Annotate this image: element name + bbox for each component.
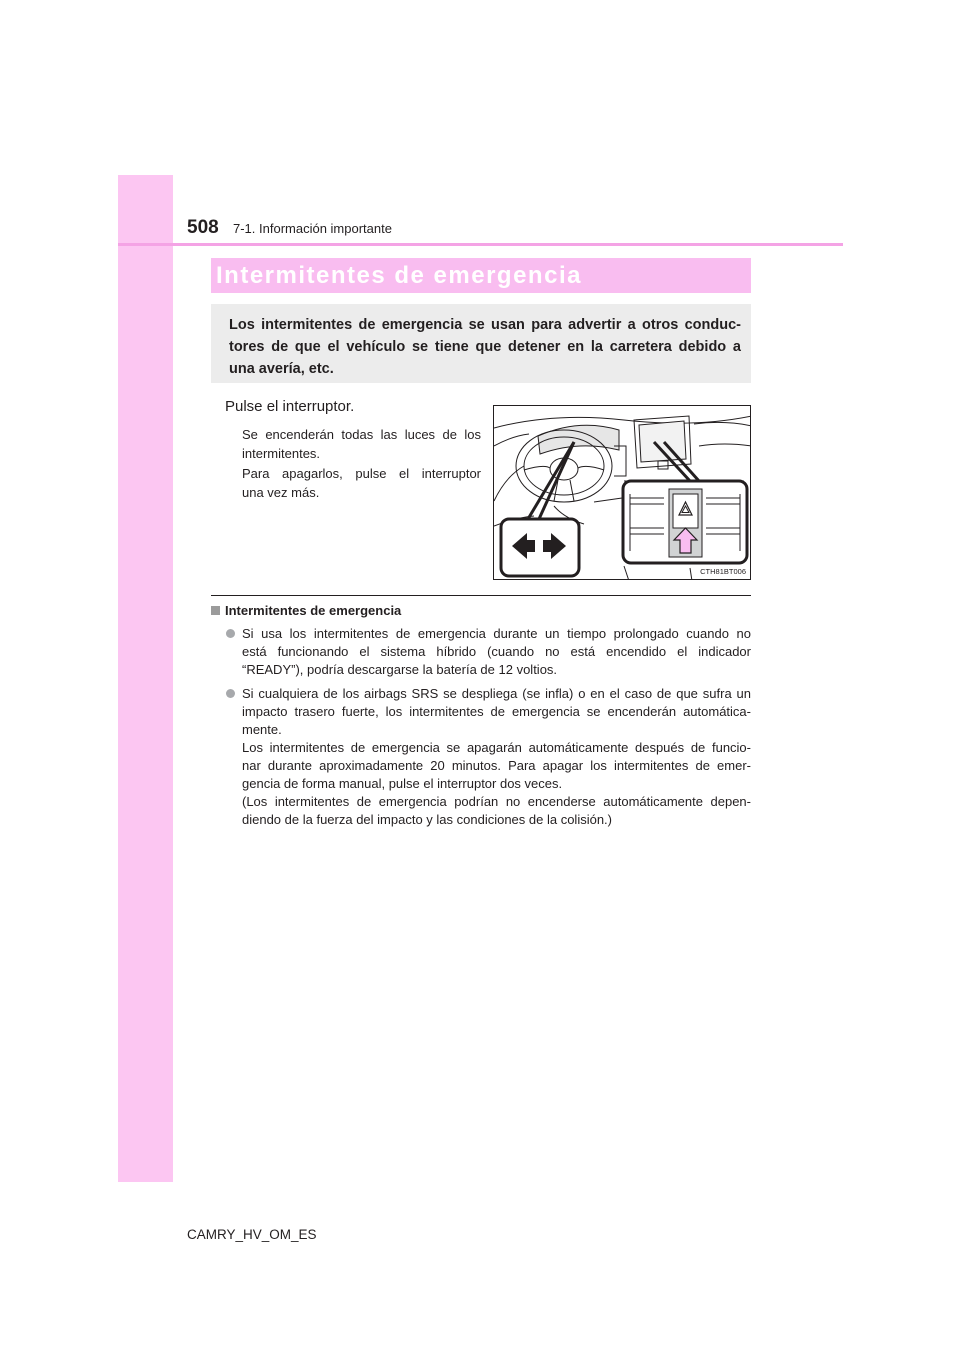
section-label: 7-1. Información importante <box>233 221 392 236</box>
step-instruction: Pulse el interruptor. <box>225 398 355 415</box>
dashboard-illustration <box>494 406 751 580</box>
section-separator <box>211 595 751 596</box>
bullet-line: nar durante aproximadamente 20 minutos. Para apagar los intermitentes de emer- <box>242 758 751 773</box>
bullet-line: “READY”), podría descargarse la batería de 12 voltios. <box>242 662 558 677</box>
figure-code: CTH81BT006 <box>700 567 746 576</box>
page-title: Intermitentes de emergencia <box>216 262 582 289</box>
step-note-line: Se encenderán todas las luces de los <box>242 427 481 442</box>
bullet-line: está funcionando el sistema híbrido (cuando no está encendido el indicador <box>242 644 751 659</box>
intro-line: tores de que el vehículo se tiene que detener en la carretera debido a <box>229 339 741 355</box>
bullet-line: gencia de forma manual, pulse el interruptor dos veces. <box>242 776 563 791</box>
bullet-line: Si usa los intermitentes de emergencia durante un tiempo prolongado cuando no <box>242 626 751 641</box>
bullet-dot-icon <box>226 689 235 698</box>
bullet-line: Si cualquiera de los airbags SRS se despliega (se infla) o en el caso de que sufra un <box>242 686 751 701</box>
intro-line: Los intermitentes de emergencia se usan para advertir a otros conduc- <box>229 317 741 333</box>
bullet-line: mente. <box>242 722 282 737</box>
header-rule <box>118 243 843 246</box>
bullet-line: impacto trasero fuerte, los intermitentes de emergencia se encenderán automática- <box>242 704 751 719</box>
bullet-dot-icon <box>226 629 235 638</box>
intro-line: una avería, etc. <box>229 361 334 377</box>
notes-heading <box>211 603 401 618</box>
page-number: 508 <box>187 217 219 238</box>
footer-doc-id: CAMRY_HV_OM_ES <box>187 1227 317 1242</box>
bullet-line: Los intermitentes de emergencia se apagarán automáticamente después de funcio- <box>242 740 751 755</box>
bullet-line: (Los intermitentes de emergencia podrían no encenderse automáticamente depen- <box>242 794 751 809</box>
bullet-line: diendo de la fuerza del impacto y las condiciones de la colisión.) <box>242 812 612 827</box>
step-note-line: una vez más. <box>242 485 320 500</box>
side-color-band <box>118 175 173 1182</box>
square-bullet-icon <box>211 606 220 615</box>
step-note-line: intermitentes. <box>242 446 321 461</box>
notes-heading-text: Intermitentes de emergencia <box>225 603 402 618</box>
hazard-switch-figure <box>493 405 751 580</box>
step-note-line: Para apagarlos, pulse el interruptor <box>242 466 481 481</box>
